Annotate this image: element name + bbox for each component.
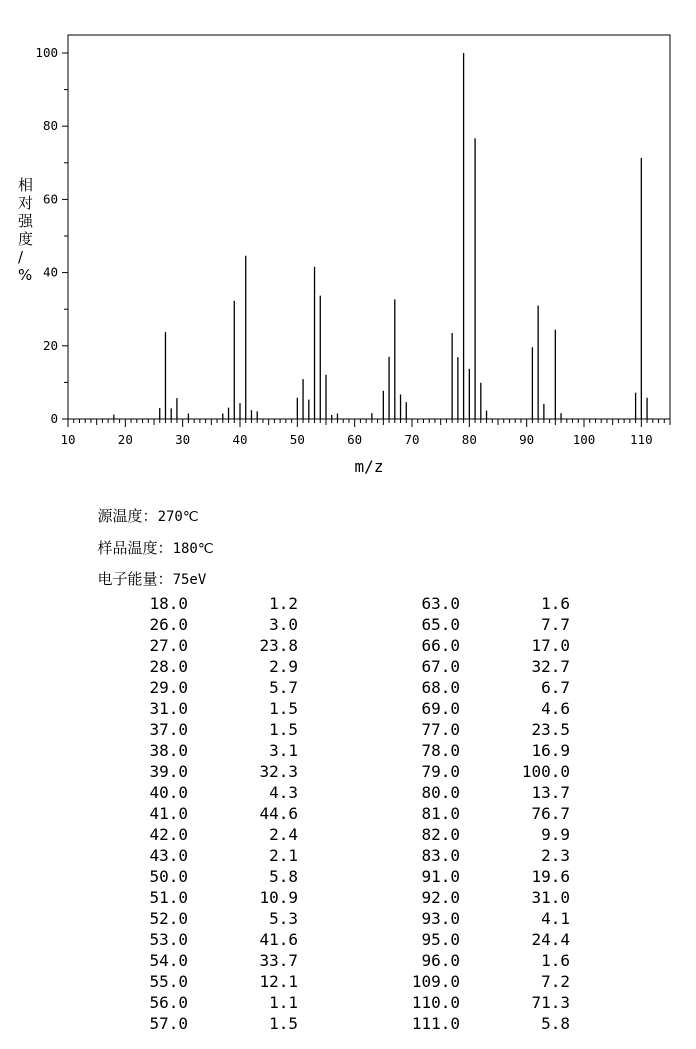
y-axis-ticks	[35, 45, 68, 426]
peak-intensity-value: 44.6	[259, 804, 298, 823]
peak-mz-value: 93.0	[421, 909, 460, 928]
peak-mz-value: 91.0	[421, 867, 460, 886]
peak-intensity-value: 1.6	[541, 951, 570, 970]
peak-intensity-value: 76.7	[531, 804, 570, 823]
mass-spectrum-chart	[0, 0, 696, 480]
y-tick-label: 40	[42, 264, 58, 280]
peak-mz-value: 50.0	[149, 867, 188, 886]
peak-mz-value: 39.0	[149, 762, 188, 781]
peak-mz-value: 63.0	[421, 594, 460, 613]
peak-mz-value: 67.0	[421, 657, 460, 676]
peak-mz-value: 31.0	[149, 699, 188, 718]
peak-intensity-value: 31.0	[531, 888, 570, 907]
peak-mz-value: 26.0	[149, 615, 188, 634]
peak-mz-value: 27.0	[149, 636, 188, 655]
peak-mz-value: 110.0	[411, 993, 460, 1012]
peak-intensity-value: 100.0	[521, 762, 570, 781]
peak-mz-value: 95.0	[421, 930, 460, 949]
peak-intensity-value: 24.4	[531, 930, 570, 949]
peak-intensity-value: 13.7	[531, 783, 570, 802]
peak-mz-value: 37.0	[149, 720, 188, 739]
x-tick-label: 50	[289, 432, 305, 447]
peak-mz-value: 96.0	[421, 951, 460, 970]
x-axis-ticks	[60, 419, 670, 447]
peak-bars	[114, 53, 647, 419]
peak-intensity-value: 41.6	[259, 930, 298, 949]
peak-mz-value: 29.0	[149, 678, 188, 697]
peak-intensity-value: 5.3	[269, 909, 298, 928]
peak-mz-value: 79.0	[421, 762, 460, 781]
peak-intensity-value: 1.5	[269, 699, 298, 718]
peak-mz-value: 42.0	[149, 825, 188, 844]
peak-intensity-value: 6.7	[541, 678, 570, 697]
peak-mz-value: 43.0	[149, 846, 188, 865]
y-tick-label: 20	[42, 337, 58, 353]
x-tick-label: 10	[60, 432, 76, 447]
peak-mz-value: 54.0	[149, 951, 188, 970]
electron-energy	[88, 550, 206, 589]
peak-intensity-value: 3.0	[269, 615, 298, 634]
peak-intensity-value: 5.8	[269, 867, 298, 886]
peak-intensity-value: 19.6	[531, 867, 570, 886]
peak-intensity-value: 9.9	[541, 825, 570, 844]
peak-intensity-value: 5.7	[269, 678, 298, 697]
peak-intensity-value: 4.1	[541, 909, 570, 928]
y-tick-label: 100	[35, 45, 58, 60]
y-axis-label: 相对强度/ %	[18, 176, 34, 284]
peak-mz-value: 81.0	[421, 804, 460, 823]
peak-intensity-value: 17.0	[531, 636, 570, 655]
x-tick-label: 30	[175, 432, 191, 447]
x-tick-label: 20	[117, 432, 133, 447]
peak-mz-value: 52.0	[149, 909, 188, 928]
peak-intensity-value: 2.3	[541, 846, 570, 865]
x-tick-label: 80	[461, 432, 477, 447]
peak-mz-value: 77.0	[421, 720, 460, 739]
peak-mz-value: 80.0	[421, 783, 460, 802]
peak-intensity-value: 2.9	[269, 657, 298, 676]
peak-intensity-value: 1.1	[269, 993, 298, 1012]
peak-intensity-value: 4.3	[269, 783, 298, 802]
x-axis-label: m/z	[354, 457, 384, 476]
y-tick-label: 0	[50, 411, 58, 426]
sample-temperature-value: 180℃	[172, 541, 214, 557]
x-tick-label: 40	[232, 432, 248, 447]
peak-mz-value: 68.0	[421, 678, 460, 697]
peak-intensity-value: 32.3	[259, 762, 298, 781]
peak-mz-value: 41.0	[149, 804, 188, 823]
peak-mz-value: 66.0	[421, 636, 460, 655]
plot-frame	[68, 35, 670, 419]
x-tick-label: 60	[347, 432, 363, 447]
peak-mz-value: 51.0	[149, 888, 188, 907]
peak-mz-value: 69.0	[421, 699, 460, 718]
sample-temperature-label: 样品温度：	[97, 539, 173, 557]
peak-intensity-value: 5.8	[541, 1014, 570, 1033]
peak-intensity-value: 23.5	[531, 720, 570, 739]
peak-intensity-value: 10.9	[259, 888, 298, 907]
peak-intensity-value: 1.6	[541, 594, 570, 613]
peak-intensity-value: 12.1	[259, 972, 298, 991]
peak-mz-value: 82.0	[421, 825, 460, 844]
peak-intensity-value: 4.6	[541, 699, 570, 718]
peak-mz-value: 40.0	[149, 783, 188, 802]
peak-mz-value: 18.0	[149, 594, 188, 613]
peak-mz-value: 111.0	[411, 1014, 460, 1033]
x-tick-label: 110	[630, 432, 653, 447]
peak-intensity-value: 33.7	[259, 951, 298, 970]
peak-intensity-value: 71.3	[531, 993, 570, 1012]
peak-intensity-value: 1.5	[269, 720, 298, 739]
peak-mz-value: 38.0	[149, 741, 188, 760]
peak-intensity-value: 32.7	[531, 657, 570, 676]
peak-intensity-value: 2.1	[269, 846, 298, 865]
peak-intensity-value: 7.2	[541, 972, 570, 991]
y-tick-label: 80	[42, 118, 58, 134]
electron-energy-label: 电子能量：	[97, 570, 173, 588]
peak-mz-value: 83.0	[421, 846, 460, 865]
peak-intensity-value: 23.8	[259, 636, 298, 655]
peak-intensity-value: 1.2	[269, 594, 298, 613]
y-tick-label: 60	[42, 191, 58, 207]
peak-mz-value: 109.0	[411, 972, 460, 991]
peak-mz-value: 55.0	[149, 972, 188, 991]
x-tick-label: 90	[519, 432, 535, 447]
peak-mz-value: 53.0	[149, 930, 188, 949]
peak-mz-value: 92.0	[421, 888, 460, 907]
peak-mz-value: 78.0	[421, 741, 460, 760]
source-temperature-label: 源温度：	[97, 507, 158, 525]
peak-mz-value: 28.0	[149, 657, 188, 676]
peak-intensity-value: 16.9	[531, 741, 570, 760]
x-tick-label: 100	[572, 432, 596, 447]
peak-intensity-value: 1.5	[269, 1014, 298, 1033]
peak-intensity-value: 2.4	[269, 825, 298, 844]
peak-mz-value: 65.0	[421, 615, 460, 634]
peak-mz-value: 57.0	[149, 1014, 188, 1033]
peak-mz-value: 56.0	[149, 993, 188, 1012]
peak-intensity-value: 7.7	[541, 615, 570, 634]
x-tick-label: 70	[404, 432, 420, 447]
source-temperature-value: 270℃	[157, 509, 199, 525]
electron-energy-value: 75eV	[172, 572, 207, 588]
peak-intensity-value: 3.1	[269, 741, 298, 760]
